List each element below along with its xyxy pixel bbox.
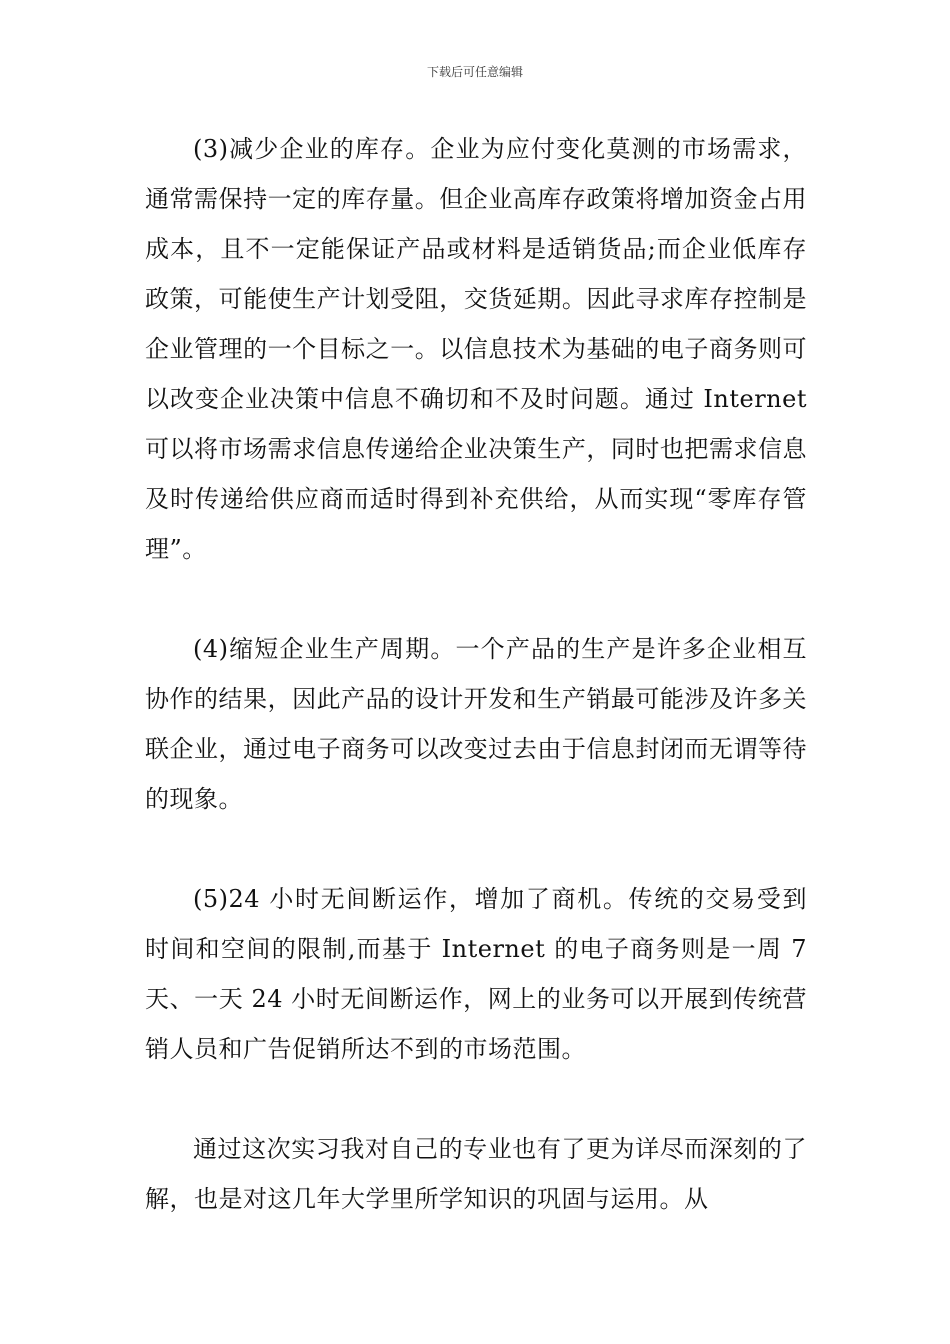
paragraph-gap [145,824,807,874]
paragraph-gap [145,574,807,624]
paragraph-gap [145,1074,807,1124]
paragraph-reduce-inventory: (3)减少企业的库存。企业为应付变化莫测的市场需求，通常需保持一定的库存量。但企业高库存政策将增加资金占用成本，且不一定能保证产品或材料是适销货品;而企业低库存政策，可能使生产计划受阻，交货延期。因此寻求库存控制是企业管理的一个目标之一。以信息技术为基础的电子商务则可以改变企业决策中信息不确切和不及时问题。通过 Internet 可以将市场需求信息传递给企业决策生产，同时也把需求信息及时传递给供应商而适时得到补充供给，从而实现“零库存管理”。 [145,135,807,563]
paragraph-internship-reflection: 通过这次实习我对自己的专业也有了更为详尽而深刻的了解，也是对这几年大学里所学知识的巩固与运用。从 [145,1135,807,1213]
paragraph-24-hour-operation: (5)24 小时无间断运作，增加了商机。传统的交易受到时间和空间的限制,而基于 Internet 的电子商务则是一周 7 天、一天 24 小时无间断运作，网上的业务可以开展到传统营销人员和广告促销所达不到的市场范围。 [145,885,807,1063]
document-body [145,124,807,1224]
paragraph-shorten-cycle: (4)缩短企业生产周期。一个产品的生产是许多企业相互协作的结果，因此产品的设计开发和生产销最可能涉及许多关联企业，通过电子商务可以改变过去由于信息封闭而无谓等待的现象。 [145,635,807,813]
page-header-note: 下载后可任意编辑 [426,65,523,79]
